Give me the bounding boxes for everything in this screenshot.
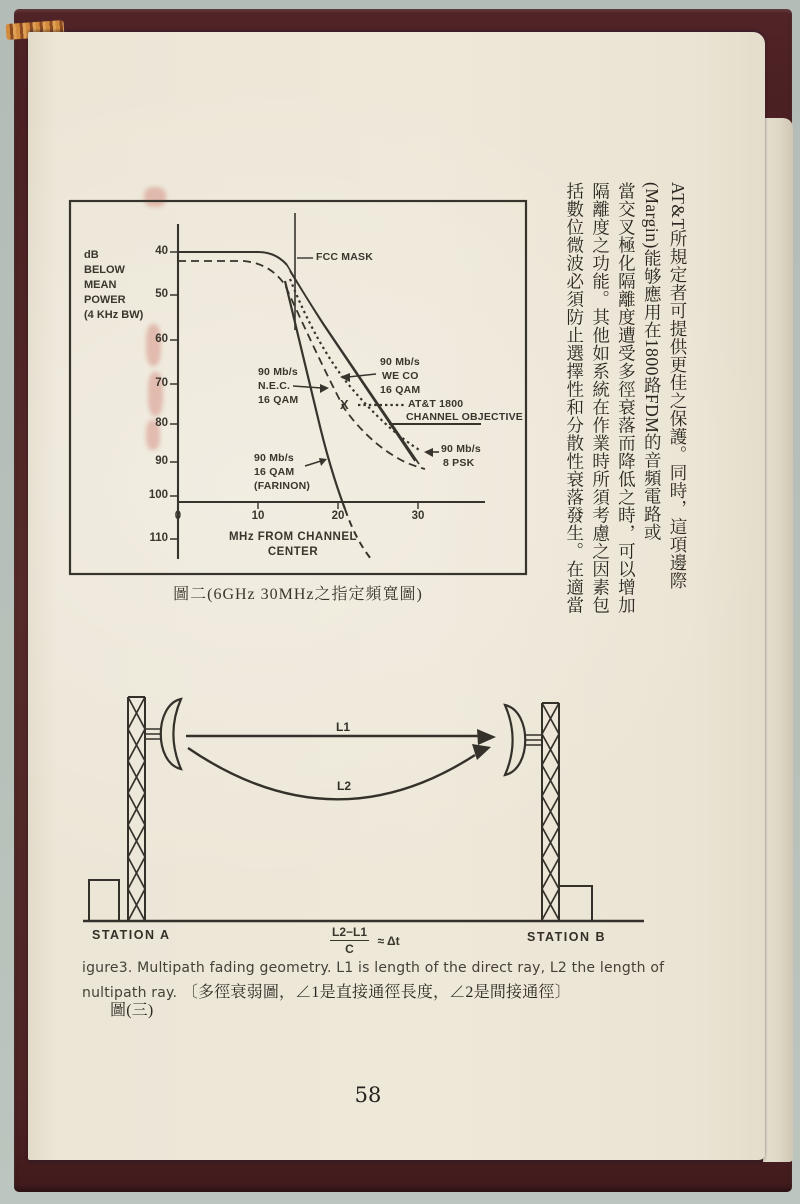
weco-label-line1: 90 Mb/s: [380, 356, 420, 368]
station-b-building: [559, 886, 592, 921]
x-axis-title-line: CENTER: [267, 546, 319, 558]
farinon-label-line2: 16 QAM: [254, 466, 295, 478]
weco-arrowhead: [340, 373, 350, 382]
dish-b-mount: [526, 735, 542, 745]
formula-numerator: L2−L1: [332, 925, 368, 939]
y-axis-title-line: (4 KHz BW): [84, 309, 144, 321]
x-tick-10: 10: [251, 510, 265, 522]
nec-label-line3: 16 QAM: [258, 394, 299, 406]
y-tick-40: 40: [155, 245, 168, 257]
weco-label-line2: WE CO: [382, 370, 419, 382]
y-tick-70: 70: [155, 377, 168, 389]
figure3-caption-en: nultipath ray.: [82, 985, 178, 1001]
formula-fraction: [330, 925, 369, 956]
nec-arrowhead: [320, 384, 329, 393]
weco-label-line3: 16 QAM: [380, 384, 421, 396]
y-axis-title-line: BELOW: [84, 264, 125, 276]
book-page: [28, 32, 765, 1160]
page-number: 58: [354, 1083, 382, 1107]
nec-label-line1: 90 Mb/s: [258, 366, 298, 378]
farinon-arrow: [305, 461, 321, 466]
x-tick-30: 30: [411, 510, 425, 522]
body-column-4: 隔離度之功能。其他如系統在作業時所須考慮之因素包: [590, 182, 611, 614]
y-axis-ticks: [170, 252, 178, 539]
fcc-mask-label: FCC MASK: [316, 251, 374, 263]
figure3-caption-line1: igure3. Multipath fading geometry. L1 is length of the direct ray, L2 the length of: [82, 960, 665, 976]
body-column-5: 括數位微波必須防止選擇性和分散性衰落發生。在適當: [564, 182, 585, 614]
farinon-label-line1: 90 Mb/s: [254, 452, 294, 464]
formula-rhs: ≈ Δt: [377, 933, 400, 948]
x-tick-20: 20: [331, 510, 345, 522]
station-a-building: [89, 880, 119, 921]
psk-label-line2: 8 PSK: [443, 457, 475, 469]
y-tick-100: 100: [148, 489, 168, 501]
body-column-2: (Margin)能够應用在1800路FDM的音頻電路或: [642, 182, 663, 542]
y-tick-90: 90: [155, 455, 168, 467]
tower-b-lattice: [542, 703, 559, 920]
dish-a-mount: [146, 729, 162, 739]
x-axis-title-line: MHz FROM CHANNEL: [228, 531, 358, 543]
station-b-label: STATION B: [527, 930, 607, 944]
ray-l1-label: L1: [336, 720, 351, 734]
att-label-line2: CHANNEL OBJECTIVE: [406, 411, 523, 423]
station-a-label: STATION A: [92, 928, 171, 942]
figure2-caption: 圖二(6GHz 30MHz之指定頻寬圖): [173, 586, 423, 603]
ray-l1-arrowhead: [477, 729, 496, 745]
ray-l2-label: L2: [337, 779, 352, 793]
delay-formula: [330, 925, 400, 956]
dish-antenna-b: [505, 705, 525, 775]
figure3-caption-line2: [82, 979, 571, 1002]
y-tick-60: 60: [155, 333, 168, 345]
y-tick-110: 110: [149, 532, 168, 544]
formula-denominator: C: [345, 942, 354, 956]
y-axis-title-line: dB: [84, 249, 99, 261]
y-tick-50: 50: [155, 288, 168, 300]
farinon-arrowhead: [319, 458, 327, 466]
body-column-1: AT&T所規定者可提供更佳之保護。同時，這項邊際: [667, 182, 688, 590]
y-axis-title-line: MEAN: [84, 279, 117, 291]
body-text-vertical: [561, 182, 690, 618]
curve-flat-top: [178, 252, 287, 265]
figure3-caption-cn: 〔多徑衰弱圖，∠1是直接通徑長度，∠2是間接通徑〕: [181, 984, 571, 1001]
body-column-3: 當交叉極化隔離度遭受多徑衰落而降低之時，可以增加: [616, 182, 637, 614]
figure2-x-axis-title: [193, 530, 393, 560]
weco-arrow: [348, 374, 376, 377]
figure2-y-axis-title: [84, 248, 143, 323]
att-label-line1: AT&T 1800: [408, 398, 464, 410]
psk-label-line1: 90 Mb/s: [441, 443, 481, 455]
dish-antenna-a: [161, 699, 181, 769]
farinon-label-line3: (FARINON): [254, 480, 311, 492]
y-axis-title-line: POWER: [84, 294, 126, 306]
underlying-page-edges: [763, 118, 793, 1162]
tower-a-lattice: [128, 697, 145, 921]
figure3-number-cn: 圖(三): [110, 1002, 154, 1019]
x-tick-0: 0: [174, 510, 182, 522]
nec-arrow: [293, 386, 322, 388]
nec-label-line2: N.E.C.: [258, 380, 291, 392]
psk-arrowhead: [424, 448, 433, 457]
y-tick-80: 80: [155, 417, 168, 429]
ray-l2-arrowhead: [472, 744, 491, 760]
x-data-marker: X: [340, 397, 349, 412]
ray-l2: [188, 748, 475, 799]
